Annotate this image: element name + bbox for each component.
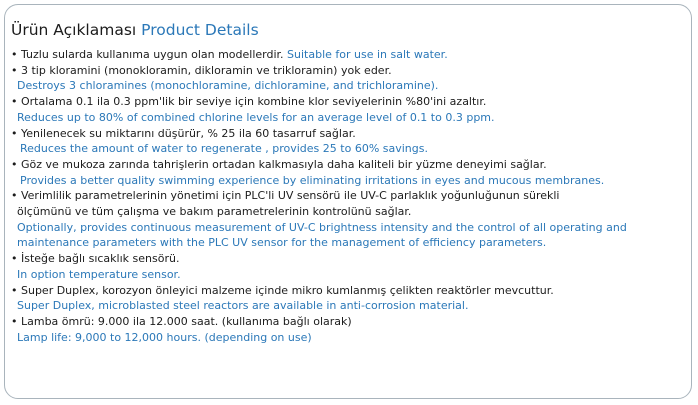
item-english: Destroys 3 chloramines (monochloramine, dichloramine, and trichloramine).: [17, 79, 439, 93]
section-heading: [11, 19, 691, 41]
item-turkish: • İsteğe bağlı sıcaklık sensörü.: [11, 252, 180, 266]
item-english: Reduces the amount of water to regenerate , provides 25 to 60% savings.: [20, 142, 428, 156]
item-turkish: • Yenilenecek su miktarını düşürür, % 25 ila 60 tasarruf sağlar.: [11, 126, 356, 140]
list-item: [11, 47, 691, 63]
item-english: Reduces up to 80% of combined chlorine levels for an average level of 0.1 to 0.3 ppm.: [17, 110, 495, 124]
item-english-continued: maintenance parameters with the PLC UV sensor for the management of efficiency parameters.: [17, 236, 547, 250]
item-turkish: • Super Duplex, korozyon önleyici malzeme içinde mikro kumlanmış çelikten reaktörler mevcuttur.: [11, 283, 554, 297]
heading-turkish: Ürün Açıklaması: [11, 21, 137, 39]
item-turkish: • Verimlilik parametrelerinin yönetimi için PLC'li UV sensörü ile UV-C parlaklık yoğunluğunun sürekli: [11, 189, 560, 203]
item-english: Provides a better quality swimming experience by eliminating irritations in eyes and mucous membranes.: [20, 173, 605, 187]
item-turkish: • Tuzlu sularda kullanıma uygun olan modellerdir.: [11, 48, 284, 61]
item-english: Lamp life: 9,000 to 12,000 hours. (depending on use): [17, 330, 312, 344]
item-turkish-continued: ölçümünü ve tüm çalışma ve bakım parametrelerinin kontrolünü sağlar.: [17, 205, 412, 219]
item-turkish: • Göz ve mukoza zarında tahrişlerin ortadan kalkmasıyla daha kaliteli bir yüzme deneyimi sağlar.: [11, 157, 547, 171]
item-turkish: • 3 tip kloramini (monokloramin, dikloramin ve trikloramin) yok eder.: [11, 63, 392, 77]
product-details-panel: [4, 4, 692, 399]
item-turkish: • Lamba ömrü: 9.000 ila 12.000 saat. (kullanıma bağlı olarak): [11, 314, 352, 328]
item-english: Super Duplex, microblasted steel reactors are available in anti-corrosion material.: [17, 299, 469, 313]
heading-english: Product Details: [141, 21, 259, 39]
item-turkish: • Ortalama 0.1 ila 0.3 ppm'lik bir seviye için kombine klor seviyelerinin %80'ini azaltır.: [11, 95, 487, 109]
item-english: Optionally, provides continuous measurement of UV-C brightness intensity and the control of all operating and: [17, 220, 627, 234]
item-english: Suitable for use in salt water.: [287, 48, 448, 61]
item-english: In option temperature sensor.: [17, 267, 181, 281]
